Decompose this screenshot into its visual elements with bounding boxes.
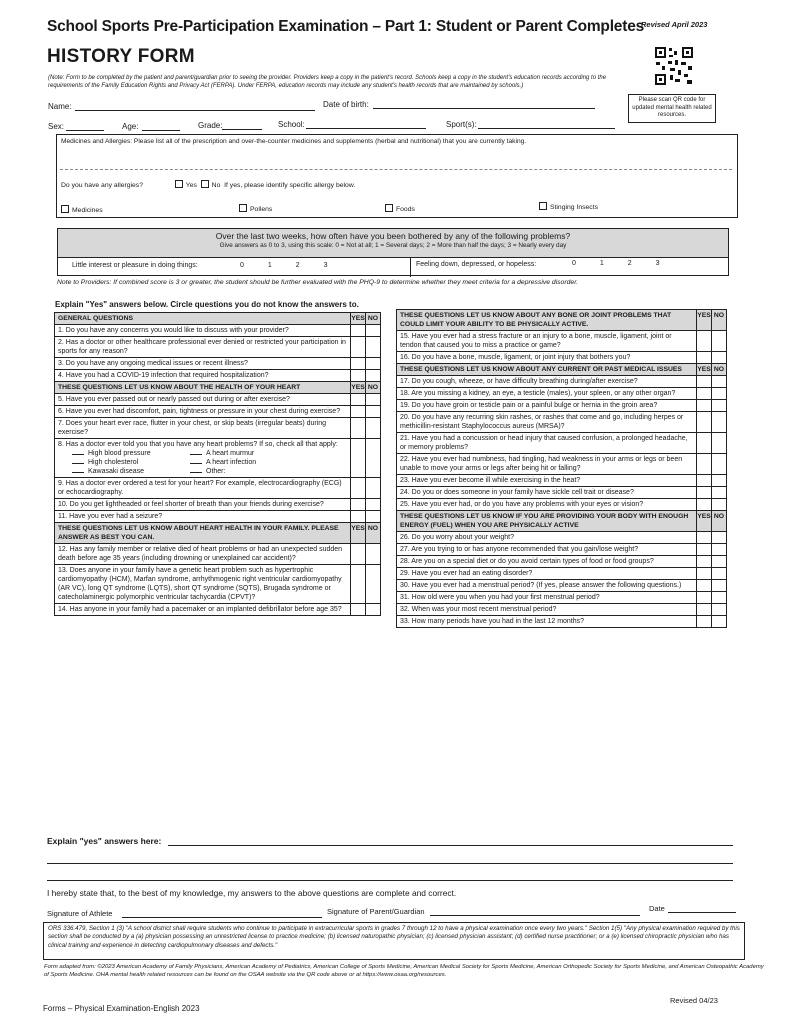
medicines-field[interactable] — [60, 169, 732, 170]
phq-scale: Give answers as 0 to 3, using this scale: 0 = Not at all; 1 = Several days; 2 = More than half the days; 3 = Nearly every day — [219, 242, 567, 249]
question-row — [55, 394, 381, 406]
heart-problem-option-label: High blood pressure — [88, 450, 151, 457]
question-text: 5. Have you ever passed out or nearly passed out during or after exercise? — [58, 396, 290, 403]
explain-yes-label: Explain "Yes" answers below. Circle questions you do not know the answers to. — [55, 300, 359, 309]
sports-field[interactable] — [478, 128, 615, 129]
footer-revised: Revised 04/23 — [670, 996, 718, 1005]
pollens-checkbox[interactable] — [239, 204, 247, 212]
yes-answer-cell[interactable] — [351, 439, 366, 478]
question-row — [397, 580, 727, 592]
no-answer-cell[interactable] — [366, 439, 381, 478]
section-header — [55, 313, 381, 325]
yes-answer-cell[interactable] — [697, 544, 712, 556]
foods-option-label: Foods — [396, 206, 415, 213]
sports-label: Sport(s): — [446, 120, 477, 129]
no-answer-cell[interactable] — [712, 433, 727, 454]
question-row — [397, 454, 727, 475]
yes-answer-cell[interactable] — [697, 487, 712, 499]
section-header — [397, 511, 727, 532]
question-row — [397, 475, 727, 487]
check-blank[interactable] — [190, 463, 202, 464]
phq-header — [58, 229, 728, 258]
no-answer-cell[interactable] — [366, 511, 381, 523]
heart-problem-option[interactable] — [190, 449, 310, 458]
no-answer-cell[interactable] — [712, 532, 727, 544]
provider-note: Note to Providers: If combined score is 3 or greater, the student should be further evaluated with the PHQ-9 to determine whether they meet criteria for a depressive disorder. — [57, 279, 579, 286]
age-field[interactable] — [142, 130, 180, 131]
yes-answer-cell[interactable] — [697, 412, 712, 433]
no-answer-cell[interactable] — [712, 487, 727, 499]
sig-parent-field[interactable] — [430, 915, 640, 916]
heart-problem-option-label: Kawasaki disease — [88, 468, 145, 475]
form-name: HISTORY FORM — [47, 46, 195, 67]
section-header — [55, 382, 381, 394]
yes-answer-cell[interactable] — [697, 499, 712, 511]
question-text: 23. Have you ever become ill while exercising in the heat? — [400, 477, 581, 484]
question-text: 32. When was your most recent menstrual period? — [400, 606, 557, 613]
no-answer-cell[interactable] — [366, 604, 381, 616]
yes-answer-cell[interactable] — [351, 604, 366, 616]
question-text: 2. Has a doctor or other healthcare professional ever denied or restricted your participation in sports for any reason? — [58, 339, 346, 355]
question-row — [55, 418, 381, 439]
question-row — [397, 412, 727, 433]
yes-answer-cell[interactable] — [351, 511, 366, 523]
question-row — [397, 604, 727, 616]
question-text: 15. Have you ever had a stress fracture or an injury to a bone, muscle, ligament, joint or tendon that caused you to miss a practice or game? — [400, 333, 672, 349]
question-row — [55, 478, 381, 499]
no-answer-cell[interactable] — [366, 358, 381, 370]
sig-athlete-label: Signature of Athlete — [47, 909, 113, 918]
question-text: 17. Do you cough, wheeze, or have difficulty breathing during/after exercise? — [400, 378, 638, 385]
sex-label: Sex: — [48, 122, 65, 131]
no-answer-cell[interactable] — [366, 478, 381, 499]
question-text: 6. Have you ever had discomfort, pain, tightness or pressure in your chest during exercise? — [58, 408, 341, 415]
yes-answer-cell[interactable] — [697, 400, 712, 412]
question-row — [397, 568, 727, 580]
pollens-option-label: Pollens — [250, 206, 273, 213]
question-row — [55, 370, 381, 382]
section-header — [397, 364, 727, 376]
question-row — [397, 331, 727, 352]
no-answer-cell[interactable] — [712, 616, 727, 628]
heart-problem-option[interactable] — [190, 467, 310, 476]
heart-problem-option-label: Other: — [206, 468, 226, 475]
question-text: 13. Does anyone in your family have a genetic heart problem such as hypertrophic cardiomyopathy (HCM), Marfan syndrome, arrhythmogenic right ventricular cardiomyopathy (AR VC), long QT syndrome (LQTS), short QT syndrome (SQTS), Brugada syndrome or catecholaminergic polymorphic ventricular tachycardia (CPVT)? — [58, 567, 342, 601]
question-text: 4. Have you had a COVID-19 infection that required hospitalization? — [58, 372, 269, 379]
yes-answer-cell[interactable] — [697, 556, 712, 568]
question-text: 19. Do you have groin or testicle pain or a painful bulge or hernia in the groin area? — [400, 402, 658, 409]
section-header-text: THESE QUESTIONS LET US KNOW ABOUT ANY CURRENT OR PAST MEDICAL ISSUES — [397, 364, 697, 376]
question-row — [55, 511, 381, 523]
question-text: 22. Have you ever had numbness, had tingling, had weakness in your arms or legs or been unable to move your arms or legs after being hit or falling? — [400, 456, 683, 472]
no-answer-cell[interactable] — [366, 370, 381, 382]
yes-answer-cell[interactable] — [697, 376, 712, 388]
question-text: 33. How many periods have you had in the last 12 months? — [400, 618, 585, 625]
yes-answer-cell[interactable] — [351, 499, 366, 511]
check-blank[interactable] — [190, 472, 202, 473]
section-header-text: THESE QUESTIONS LET US KNOW ABOUT THE HEALTH OF YOUR HEART — [55, 382, 351, 394]
name-field[interactable] — [75, 110, 315, 111]
question-row — [397, 388, 727, 400]
dob-label: Date of birth: — [323, 100, 369, 109]
question-row — [397, 616, 727, 628]
heart-problem-option[interactable] — [72, 467, 190, 476]
no-answer-cell[interactable] — [366, 394, 381, 406]
question-text: 1. Do you have any concerns you would like to discuss with your provider? — [58, 327, 289, 334]
question-text: 30. Have you ever had a menstrual period? (If yes, please answer the following questions.) — [400, 582, 682, 589]
question-row — [55, 325, 381, 337]
question-row — [55, 406, 381, 418]
question-row — [55, 544, 381, 565]
yes-answer-cell[interactable] — [697, 454, 712, 475]
question-text: 28. Are you on a special diet or do you avoid certain types of food or food groups? — [400, 558, 654, 565]
score-0[interactable]: 0 — [572, 260, 576, 267]
no-column-header: NO — [712, 511, 727, 532]
check-blank[interactable] — [72, 463, 84, 464]
no-answer-cell[interactable] — [366, 544, 381, 565]
allergy-no-label: No — [211, 182, 221, 189]
yes-column-header: YES — [697, 364, 712, 376]
section-header-text: THESE QUESTIONS LET US KNOW ABOUT ANY BONE OR JOINT PROBLEMS THAT COULD LIMIT YOUR ABILITY TO BE PHYSICALLY ACTIVE. — [397, 310, 697, 331]
yes-answer-cell[interactable] — [351, 565, 366, 604]
medicines-checkbox[interactable] — [61, 205, 69, 213]
yes-answer-cell[interactable] — [351, 370, 366, 382]
ors-statute: ORS 336.479, Section 1 (3) "A school district shall require students who continue to participate in extracurricular sports in grades 7 through 12 to have a physical examination once every two years." Section 1(5) "Any physical examination required by this section shall be conducted by a (a) physician possessing an unrestricted license to practice medicine; (b) licensed naturopathic physician; (c) licensed physician assistant; (d) certified nurse practitioner; or a (e) licensed chiropractic physician who has clinical training and experience in detecting cardiopulmonary diseases and defects." — [48, 925, 740, 949]
no-answer-cell[interactable] — [712, 556, 727, 568]
question-row — [397, 376, 727, 388]
check-blank[interactable] — [72, 472, 84, 473]
no-column-header: NO — [366, 523, 381, 544]
question-text: 9. Has a doctor ever ordered a test for your heart? For example, electrocardiography (ECG) or echocardiography. — [58, 480, 342, 496]
grade-field[interactable] — [222, 129, 262, 130]
yes-answer-cell[interactable] — [697, 331, 712, 352]
question-text: 3. Do you have any ongoing medical issues or recent illness? — [58, 360, 248, 367]
sex-field[interactable] — [66, 130, 104, 131]
question-text: 21. Have you had a concussion or head injury that caused confusion, a prolonged headache, or memory problems? — [400, 435, 688, 451]
footer-form-name: Forms – Physical Examination-English 2023 — [43, 1004, 200, 1013]
certification-statement: I hereby state that, to the best of my knowledge, my answers to the above questions are complete and correct. — [47, 888, 457, 898]
score-3[interactable]: 3 — [323, 262, 328, 269]
no-column-header: NO — [366, 313, 381, 325]
phq-title: Over the last two weeks, how often have you been bothered by any of the following problems? — [215, 231, 571, 241]
age-label: Age: — [122, 122, 139, 131]
allergy-row — [61, 180, 355, 189]
page-title: School Sports Pre-Participation Examination – Part 1: Student or Parent Completes — [47, 18, 645, 35]
score-2[interactable]: 2 — [295, 262, 300, 269]
ferpa-note: (Note: Form to be completed by the patient and parent/guardian prior to seeing the provider. Providers keep a copy in the patient's record. Schools keep a copy in the student's education records according to the requirements of the Family Education Rights and Privacy Act (FERPA). Under FERPA, education records may include any student's health records that are maintained by schools.) — [48, 75, 607, 89]
no-answer-cell[interactable] — [366, 406, 381, 418]
no-answer-cell[interactable] — [712, 475, 727, 487]
date-field[interactable] — [668, 912, 736, 913]
phq-box — [57, 228, 729, 276]
question-text: 8. Has a doctor ever told you that you have any heart problems? If so, check all that apply: — [58, 441, 338, 448]
allergy-insects-option[interactable] — [539, 202, 598, 211]
insects-option-label: Stinging Insects — [550, 204, 598, 211]
no-answer-cell[interactable] — [366, 325, 381, 337]
check-blank[interactable] — [72, 454, 84, 455]
no-answer-cell[interactable] — [712, 454, 727, 475]
section-header — [55, 523, 381, 544]
yes-answer-cell[interactable] — [351, 418, 366, 439]
question-text: 31. How old were you when you had your first menstrual period? — [400, 594, 600, 601]
medicines-box — [56, 134, 738, 218]
medicines-label: Medicines and Allergies: Please list all of the prescription and over-the-counter medicines and supplements (herbal and nutritional) that you are currently taking. — [61, 138, 527, 145]
question-row — [397, 400, 727, 412]
allergy-medicines-option[interactable] — [61, 205, 103, 214]
phq-item-1-scores[interactable] — [240, 262, 327, 269]
score-3[interactable]: 3 — [655, 260, 660, 267]
yes-answer-cell[interactable] — [697, 388, 712, 400]
heart-problem-options — [72, 449, 347, 476]
section-header-text: GENERAL QUESTIONS — [55, 313, 351, 325]
section-header — [397, 310, 727, 331]
yes-answer-cell[interactable] — [351, 325, 366, 337]
name-label: Name: — [48, 102, 72, 111]
school-label: School: — [278, 120, 305, 129]
no-answer-cell[interactable] — [712, 544, 727, 556]
phq-item-1: Little interest or pleasure in doing things: — [72, 262, 198, 269]
yes-answer-cell[interactable] — [351, 394, 366, 406]
question-row — [397, 433, 727, 454]
no-answer-cell[interactable] — [712, 580, 727, 592]
question-text: 14. Has anyone in your family had a pacemaker or an implanted defibrillator before age 35? — [58, 606, 342, 613]
sig-parent-label: Signature of Parent/Guardian — [327, 907, 425, 916]
allergy-yes-label: Yes — [185, 182, 197, 189]
yes-answer-cell[interactable] — [697, 580, 712, 592]
no-answer-cell[interactable] — [712, 568, 727, 580]
yes-column-header: YES — [351, 523, 366, 544]
yes-answer-cell[interactable] — [697, 616, 712, 628]
foods-checkbox[interactable] — [385, 204, 393, 212]
no-column-header: NO — [366, 382, 381, 394]
question-text: 29. Have you ever had an eating disorder? — [400, 570, 533, 577]
section-header-text: THESE QUESTIONS LET US KNOW ABOUT HEART HEALTH IN YOUR FAMILY. PLEASE ANSWER AS BEST YOU CAN. — [55, 523, 351, 544]
check-blank[interactable] — [190, 454, 202, 455]
school-field[interactable] — [306, 128, 426, 129]
question-text: 26. Do you worry about your weight? — [400, 534, 515, 541]
question-row — [397, 544, 727, 556]
heart-problem-option-label: High cholesterol — [88, 459, 139, 466]
question-row — [55, 565, 381, 604]
question-text: 7. Does your heart ever race, flutter in your chest, or skip beats (irregular beats) during exercise? — [58, 420, 327, 436]
date-label: Date — [649, 904, 665, 913]
question-text: 20. Do you have any recurring skin rashes, or rashes that come and go, including herpes or methicillin-resistant Staphylococcus aureus (MRSA)? — [400, 414, 684, 430]
yes-answer-cell[interactable] — [351, 358, 366, 370]
yes-column-header: YES — [351, 313, 366, 325]
score-0[interactable]: 0 — [240, 262, 244, 269]
explain-here-label: Explain "yes" answers here: — [47, 836, 162, 846]
explain-line-3[interactable] — [47, 880, 733, 881]
insects-checkbox[interactable] — [539, 202, 547, 210]
no-answer-cell[interactable] — [712, 352, 727, 364]
question-row — [397, 487, 727, 499]
yes-answer-cell[interactable] — [697, 604, 712, 616]
question-text: 24. Do you or does someone in your family have sickle cell trait or disease? — [400, 489, 634, 496]
question-text: 16. Do you have a bone, muscle, ligament, or joint injury that bothers you? — [400, 354, 631, 361]
question-row — [397, 592, 727, 604]
no-answer-cell[interactable] — [712, 499, 727, 511]
question-text: 10. Do you get lightheaded or feel shorter of breath than your friends during exercise? — [58, 501, 324, 508]
no-answer-cell[interactable] — [366, 565, 381, 604]
no-answer-cell[interactable] — [712, 376, 727, 388]
allergy-yes-checkbox[interactable] — [175, 180, 183, 188]
heart-problem-option[interactable] — [190, 458, 310, 467]
score-1[interactable]: 1 — [599, 260, 604, 267]
question-text: 12. Has any family member or relative died of heart problems or had an unexpected sudden death before age 35 years (including drowning or unexplained car accident)? — [58, 546, 343, 562]
phq-divider — [410, 257, 411, 277]
question-row — [397, 532, 727, 544]
no-answer-cell[interactable] — [366, 499, 381, 511]
no-column-header: NO — [712, 364, 727, 376]
question-row — [397, 556, 727, 568]
no-answer-cell[interactable] — [712, 592, 727, 604]
no-answer-cell[interactable] — [712, 388, 727, 400]
question-row — [397, 499, 727, 511]
question-row — [55, 439, 381, 478]
qr-code-icon[interactable] — [654, 46, 694, 86]
section-header-text: THESE QUESTIONS LET US KNOW IF YOU ARE PROVIDING YOUR BODY WITH ENOUGH ENERGY (FUEL) WHEN YOU ARE PHYSICALLY ACTIVE — [397, 511, 697, 532]
phq-item-2-scores[interactable] — [572, 260, 659, 267]
phq-item-2: Feeling down, depressed, or hopeless: — [416, 261, 537, 268]
yes-answer-cell[interactable] — [697, 475, 712, 487]
left-questions-table — [54, 312, 381, 616]
no-answer-cell[interactable] — [366, 418, 381, 439]
yes-column-header: YES — [351, 382, 366, 394]
heart-problem-option-label: A heart murmur — [206, 450, 255, 457]
question-row — [55, 499, 381, 511]
yes-answer-cell[interactable] — [351, 406, 366, 418]
yes-column-header: YES — [697, 511, 712, 532]
right-questions-table — [396, 309, 727, 628]
yes-answer-cell[interactable] — [351, 478, 366, 499]
yes-answer-cell[interactable] — [351, 337, 366, 358]
question-row — [55, 337, 381, 358]
allergy-question: Do you have any allergies? — [61, 182, 143, 189]
qr-note: Please scan QR code for updated mental health related resources. — [628, 94, 716, 123]
no-answer-cell[interactable] — [712, 331, 727, 352]
question-text: 27. Are you trying to or has anyone recommended that you gain/lose weight? — [400, 546, 639, 553]
question-row — [55, 604, 381, 616]
heart-problem-option[interactable] — [72, 458, 190, 467]
explain-line-1[interactable] — [168, 845, 733, 846]
yes-column-header: YES — [697, 310, 712, 331]
ors-statute-box — [43, 922, 745, 960]
grade-label: Grade: — [198, 121, 223, 130]
no-answer-cell[interactable] — [712, 604, 727, 616]
dob-field[interactable] — [373, 108, 595, 109]
question-text: 18. Are you missing a kidney, an eye, a testicle (males), your spleen, or any other organ? — [400, 390, 676, 397]
question-text: 25. Have you ever had, or do you have any problems with your eyes or vision? — [400, 501, 644, 508]
heart-problem-option[interactable] — [72, 449, 190, 458]
yes-answer-cell[interactable] — [697, 568, 712, 580]
question-row — [55, 358, 381, 370]
explain-line-2[interactable] — [47, 863, 733, 864]
no-answer-cell[interactable] — [712, 412, 727, 433]
yes-answer-cell[interactable] — [351, 544, 366, 565]
no-answer-cell[interactable] — [712, 400, 727, 412]
yes-answer-cell[interactable] — [697, 352, 712, 364]
sig-athlete-field[interactable] — [122, 917, 322, 918]
question-row — [397, 352, 727, 364]
revision-date: Revised April 2023 — [641, 20, 708, 29]
no-answer-cell[interactable] — [366, 337, 381, 358]
score-1[interactable]: 1 — [267, 262, 272, 269]
allergy-note: If yes, please identify specific allergy below. — [224, 182, 356, 189]
adapted-credit: Form adapted from: ©2023 American Academy of Family Physicians, American Academy of Pediatrics, American College of Sports Medicine, American Medical Society for Sports Medicine, American Orthopedic Society for Sports Medicine, and American Osteopathic Academy of Sports Medicine. OHA mental health related resources can be found on the OSAA website via the QR code above or at https://www.osaa.org/resources. — [44, 964, 764, 978]
allergy-pollens-option[interactable] — [239, 204, 272, 213]
score-2[interactable]: 2 — [627, 260, 632, 267]
allergy-foods-option[interactable] — [385, 204, 415, 213]
heart-problem-option-label: A heart infection — [206, 459, 257, 466]
yes-answer-cell[interactable] — [697, 433, 712, 454]
yes-answer-cell[interactable] — [697, 532, 712, 544]
no-column-header: NO — [712, 310, 727, 331]
medicines-option-label: Medicines — [72, 207, 103, 214]
yes-answer-cell[interactable] — [697, 592, 712, 604]
allergy-no-checkbox[interactable] — [201, 180, 209, 188]
question-text: 11. Have you ever had a seizure? — [58, 513, 163, 520]
